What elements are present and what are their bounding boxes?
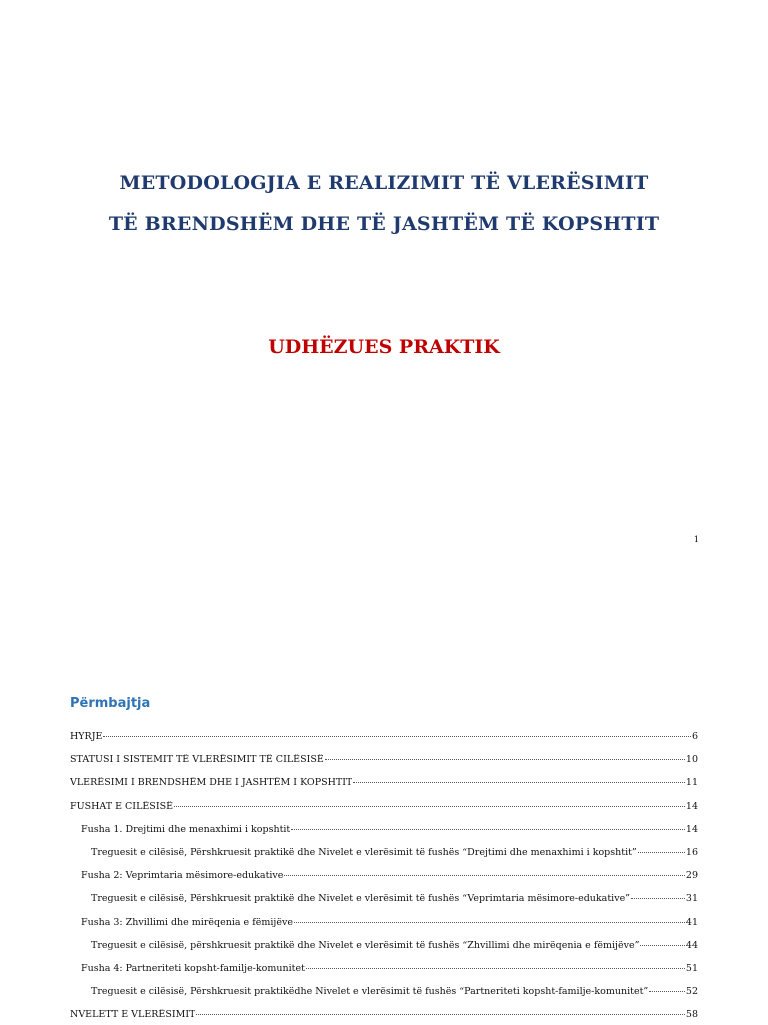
toc-entry[interactable] xyxy=(91,847,698,863)
toc-entry-title: Treguesit e cilësisë, Përshkruesit praktikë dhe Nivelet e vlerësimit të fushës “Drejtimi dhe menaxhimi i kopshtit” xyxy=(91,847,637,858)
toc-entry[interactable] xyxy=(81,824,698,840)
toc-dot-leader xyxy=(631,898,685,899)
document-subtitle: UDHËZUES PRAKTIK xyxy=(268,336,500,358)
toc-entry-page: 11 xyxy=(685,777,698,789)
toc-dot-leader xyxy=(353,782,685,783)
toc-entry-title: STATUSI I SISTEMIT TË VLERËSIMIT TË CILËSISË xyxy=(70,754,324,766)
document-title-line-2: TË BRENDSHËM DHE TË JASHTËM TË KOPSHTIT xyxy=(108,213,660,235)
document-title-line-1: METODOLOGJIA E REALIZIMIT TË VLERËSIMIT xyxy=(119,172,649,194)
toc-dot-leader xyxy=(103,736,691,737)
toc-entry-page: 14 xyxy=(685,823,698,835)
toc-entry-page: 31 xyxy=(685,893,698,905)
toc-entry-page: 44 xyxy=(685,939,698,951)
toc-entry-page: 29 xyxy=(685,870,698,882)
toc-entry-title: Treguesit e cilësisë, Përshkruesit praktikë dhe Nivelet e vlerësimit të fushës “Veprimtaria mësimore-edukative” xyxy=(91,893,631,905)
toc-heading: Përmbajtja xyxy=(70,696,151,711)
toc-entry-title: VLERËSIMI I BRENDSHËM DHE I JASHTËM I KOPSHTIT xyxy=(70,777,353,789)
toc-dot-leader xyxy=(638,852,685,853)
toc-entry-title: FUSHAT E CILËSISË xyxy=(70,800,174,812)
toc-dot-leader xyxy=(325,759,685,760)
toc-dot-leader xyxy=(284,875,684,876)
toc-entry-page: 16 xyxy=(685,847,698,858)
toc-entry-title: HYRJE xyxy=(70,731,103,742)
toc-entry[interactable] xyxy=(70,754,698,770)
toc-entry[interactable] xyxy=(70,1009,698,1025)
toc-dot-leader xyxy=(649,991,685,992)
toc-entry-title: Treguesit e cilësisë, përshkruesit praktikë dhe Nivelet e vlerësimit të fushës “Zhvillimi dhe mirëqenia e fëmijëve” xyxy=(91,939,640,951)
toc-entry-page: 52 xyxy=(685,986,698,998)
toc-entry-title: Fusha 2: Veprimtaria mësimore-edukative xyxy=(81,870,284,882)
toc-entry-title: Fusha 1. Drejtimi dhe menaxhimi i kopshtit xyxy=(81,823,291,835)
toc-entry[interactable] xyxy=(91,893,698,909)
toc-dot-leader xyxy=(291,829,685,830)
toc-entry-page: 14 xyxy=(685,800,698,812)
toc-entry[interactable] xyxy=(81,870,698,886)
toc-dot-leader xyxy=(294,922,685,923)
toc-entry-title: NVELETT E VLERËSIMIT xyxy=(70,1009,196,1021)
toc-dot-leader xyxy=(196,1014,684,1015)
page-number: 1 xyxy=(693,535,699,544)
toc-dot-leader xyxy=(174,806,685,807)
toc-entry-page: 51 xyxy=(685,963,698,974)
toc-entry[interactable] xyxy=(91,986,698,1002)
toc-entry[interactable] xyxy=(70,801,698,817)
toc-entry-page: 6 xyxy=(691,731,698,742)
toc-entry-title: Fusha 4: Partneriteti kopsht-familje-komunitet xyxy=(81,963,305,974)
toc-entry[interactable] xyxy=(81,963,698,979)
toc-entry[interactable] xyxy=(91,940,698,956)
toc-dot-leader xyxy=(306,968,685,969)
toc-entry-page: 41 xyxy=(685,916,698,928)
toc-entry[interactable] xyxy=(81,917,698,933)
toc-entry[interactable] xyxy=(70,731,698,747)
toc-entry-title: Treguesit e cilësisë, Përshkruesit praktikëdhe Nivelet e vlerësimit të fushës “Partneriteti kopsht-familje-komunitet” xyxy=(91,986,649,998)
toc-dot-leader xyxy=(640,945,684,946)
toc-entry-page: 58 xyxy=(685,1009,698,1021)
toc-entry[interactable] xyxy=(70,777,698,793)
toc-entry-title: Fusha 3: Zhvillimi dhe mirëqenia e fëmijëve xyxy=(81,916,293,928)
toc-entry-page: 10 xyxy=(685,754,698,766)
